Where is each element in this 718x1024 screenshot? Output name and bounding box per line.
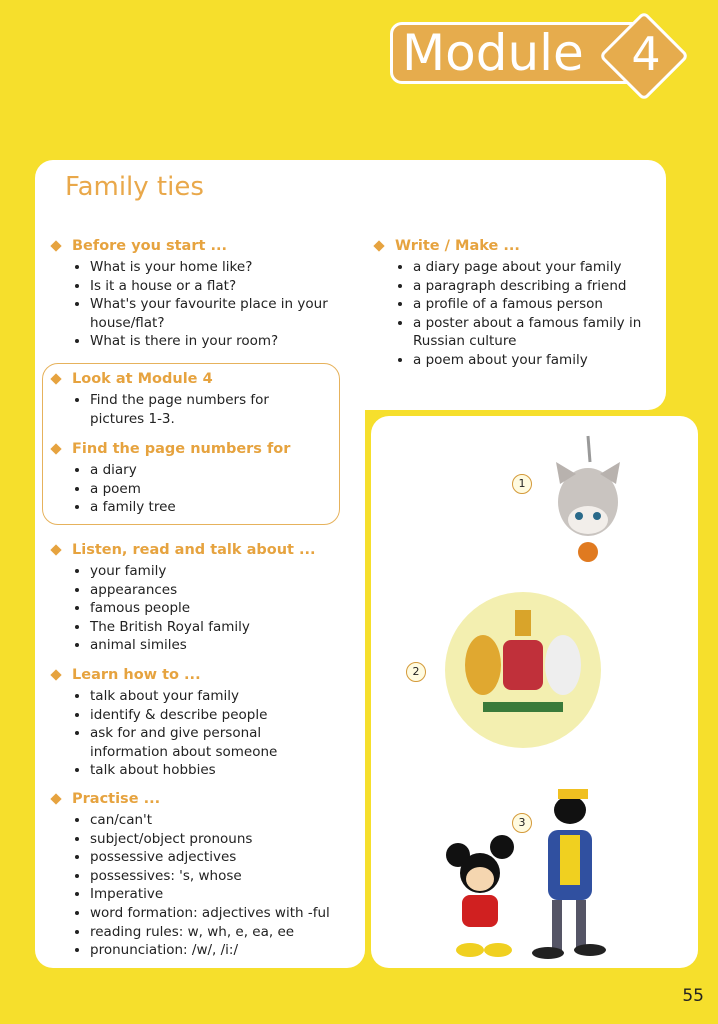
list-item: • a diary	[90, 461, 320, 480]
page-number: 55	[682, 986, 704, 1006]
list-item: • talk about hobbies	[90, 761, 330, 780]
section-practise	[50, 791, 350, 960]
list-item: • talk about your family	[90, 687, 330, 706]
list-item: • a poem	[90, 480, 320, 499]
section-heading: Before you start ...	[50, 238, 340, 254]
list-item: • Imperative	[90, 885, 350, 904]
section-heading: Look at Module 4	[50, 371, 320, 387]
list-item: • ask for and give personal information about someone	[90, 724, 330, 761]
list-item: • The British Royal family	[90, 618, 340, 637]
list-item: • a diary page about your family	[413, 258, 643, 277]
royal-coat-of-arms-picture	[443, 590, 603, 750]
list-item: • your family	[90, 562, 340, 581]
list-item: • Is it a house or a flat?	[90, 277, 340, 296]
list-item: • Find the page numbers for pictures 1-3.	[90, 391, 320, 428]
list-item: • appearances	[90, 581, 340, 600]
list-item: • possessives: 's, whose	[90, 867, 350, 886]
section-look	[50, 371, 320, 428]
section-heading: Practise ...	[50, 791, 350, 807]
list-item: • animal similes	[90, 636, 340, 655]
list-item: • What is your home like?	[90, 258, 340, 277]
list-item: • identify & describe people	[90, 706, 330, 725]
section-write	[373, 238, 643, 370]
list-item: • possessive adjectives	[90, 848, 350, 867]
section-listen	[50, 542, 340, 655]
list-item: • pronunciation: /w/, /i:/	[90, 941, 350, 960]
section-learn	[50, 667, 330, 780]
section-heading: Write / Make ...	[373, 238, 643, 254]
picture-number: 1	[512, 474, 532, 494]
cat-picture	[548, 432, 628, 582]
module-number: 4	[631, 27, 661, 81]
picture-number: 2	[406, 662, 426, 682]
section-find	[50, 441, 320, 517]
page-title: Family ties	[65, 172, 204, 202]
list-item: • a poster about a famous family in Russian culture	[413, 314, 643, 351]
list-item: • a family tree	[90, 498, 320, 517]
list-item: • a paragraph describing a friend	[413, 277, 643, 296]
list-item: • word formation: adjectives with -ful	[90, 904, 350, 923]
section-heading: Listen, read and talk about ...	[50, 542, 340, 558]
list-item: • a profile of a famous person	[413, 295, 643, 314]
list-item: • What's your favourite place in your house/flat?	[90, 295, 340, 332]
mickey-goofy-picture	[440, 785, 620, 965]
list-item: • can/can't	[90, 811, 350, 830]
module-label: Module	[402, 24, 584, 82]
section-heading: Find the page numbers for	[50, 441, 320, 457]
list-item: • famous people	[90, 599, 340, 618]
list-item: • a poem about your family	[413, 351, 643, 370]
list-item: • What is there in your room?	[90, 332, 340, 351]
section-before	[50, 238, 340, 351]
section-heading: Learn how to ...	[50, 667, 330, 683]
picture-number: 3	[512, 813, 532, 833]
list-item: • subject/object pronouns	[90, 830, 350, 849]
list-item: • reading rules: w, wh, e, ea, ee	[90, 923, 350, 942]
